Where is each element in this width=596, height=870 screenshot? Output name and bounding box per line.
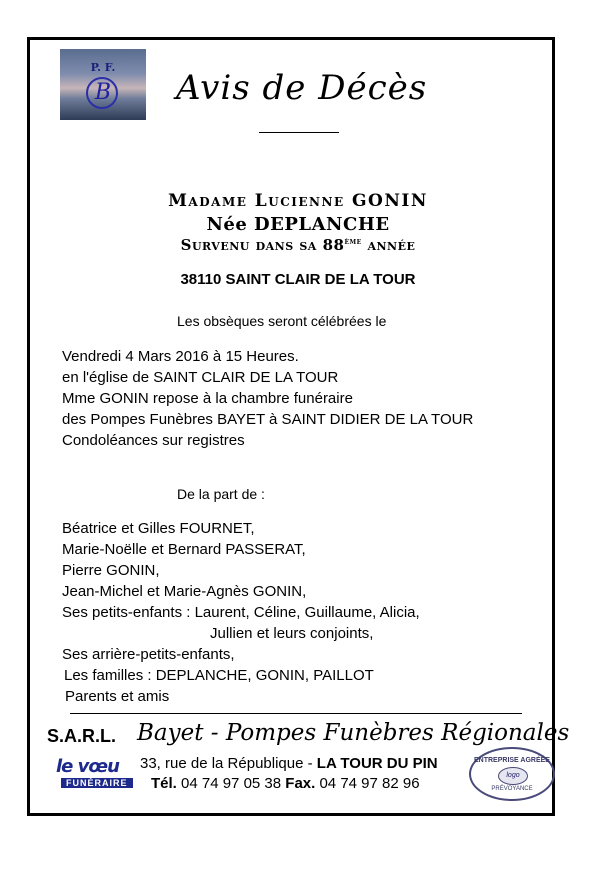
ceremony-line: Condoléances sur registres: [62, 432, 245, 449]
fax-label: Fax.: [285, 775, 316, 792]
family-line: Parents et amis: [65, 688, 170, 705]
company-contact: [151, 775, 420, 792]
de-la-part-de: De la part de :: [177, 486, 265, 502]
title-divider: [259, 132, 339, 133]
logo-pf-text: P. F.: [90, 61, 116, 74]
notice-title: Avis de Décès: [176, 68, 428, 108]
age-suffix: année: [361, 236, 416, 254]
company-address: [140, 755, 438, 772]
family-line: Ses petits-enfants : Laurent, Céline, Guillaume, Alicia,: [62, 604, 420, 621]
seal-bottom-text: PRÉVOYANCE: [491, 786, 533, 792]
voeu-logo-bottom: FUNÉRAIRE: [61, 778, 133, 788]
family-line: Marie-Noëlle et Bernard PASSERAT,: [62, 541, 306, 558]
voeu-logo-top: le vœu: [56, 756, 119, 777]
family-line: Béatrice et Gilles FOURNET,: [62, 520, 255, 537]
deceased-place: 38110 SAINT CLAIR DE LA TOUR: [180, 271, 416, 288]
deceased-name: Madame Lucienne GONIN: [168, 191, 428, 211]
family-line: Pierre GONIN,: [62, 562, 160, 579]
company-name: Bayet - Pompes Funèbres Régionales: [137, 720, 570, 746]
entreprise-agreee-seal: [469, 747, 555, 801]
family-line: Jean-Michel et Marie-Agnès GONIN,: [62, 583, 307, 600]
footer-divider: [70, 713, 522, 714]
seal-center-badge: logo: [498, 767, 528, 785]
ceremony-line: des Pompes Funèbres BAYET à SAINT DIDIER DE LA TOUR: [62, 411, 474, 428]
ceremony-line: Vendredi 4 Mars 2016 à 15 Heures.: [62, 348, 299, 365]
address-street: 33, rue de la République -: [140, 755, 317, 772]
family-line: Les familles : DEPLANCHE, GONIN, PAILLOT: [64, 667, 374, 684]
ceremony-line: en l'église de SAINT CLAIR DE LA TOUR: [62, 369, 339, 386]
family-line: Ses arrière-petits-enfants,: [62, 646, 235, 663]
ceremony-details: [62, 346, 473, 451]
obseques-intro: Les obsèques seront célébrées le: [177, 313, 387, 329]
logo-b-text: B: [94, 80, 112, 105]
pf-b-logo: [60, 49, 146, 120]
address-city: LA TOUR DU PIN: [316, 755, 438, 772]
tel-label: Tél.: [151, 775, 177, 792]
family-line: Jullien et leurs conjoints,: [210, 625, 374, 642]
le-voeu-funeraire-logo: [53, 752, 131, 796]
family-list: [62, 518, 420, 707]
fax-number: 04 74 97 82 96: [315, 775, 420, 792]
deceased-maiden-name: Née DEPLANCHE: [206, 214, 390, 235]
age-prefix: Survenu dans sa 88: [180, 236, 345, 254]
company-legal-form: S.A.R.L.: [47, 726, 117, 746]
ceremony-line: Mme GONIN repose à la chambre funéraire: [62, 390, 353, 407]
deceased-age: [0, 236, 596, 254]
age-superscript: ème: [344, 237, 362, 247]
tel-number: 04 74 97 05 38: [176, 775, 286, 792]
seal-top-text: ENTREPRISE AGRÉÉE: [474, 757, 550, 764]
